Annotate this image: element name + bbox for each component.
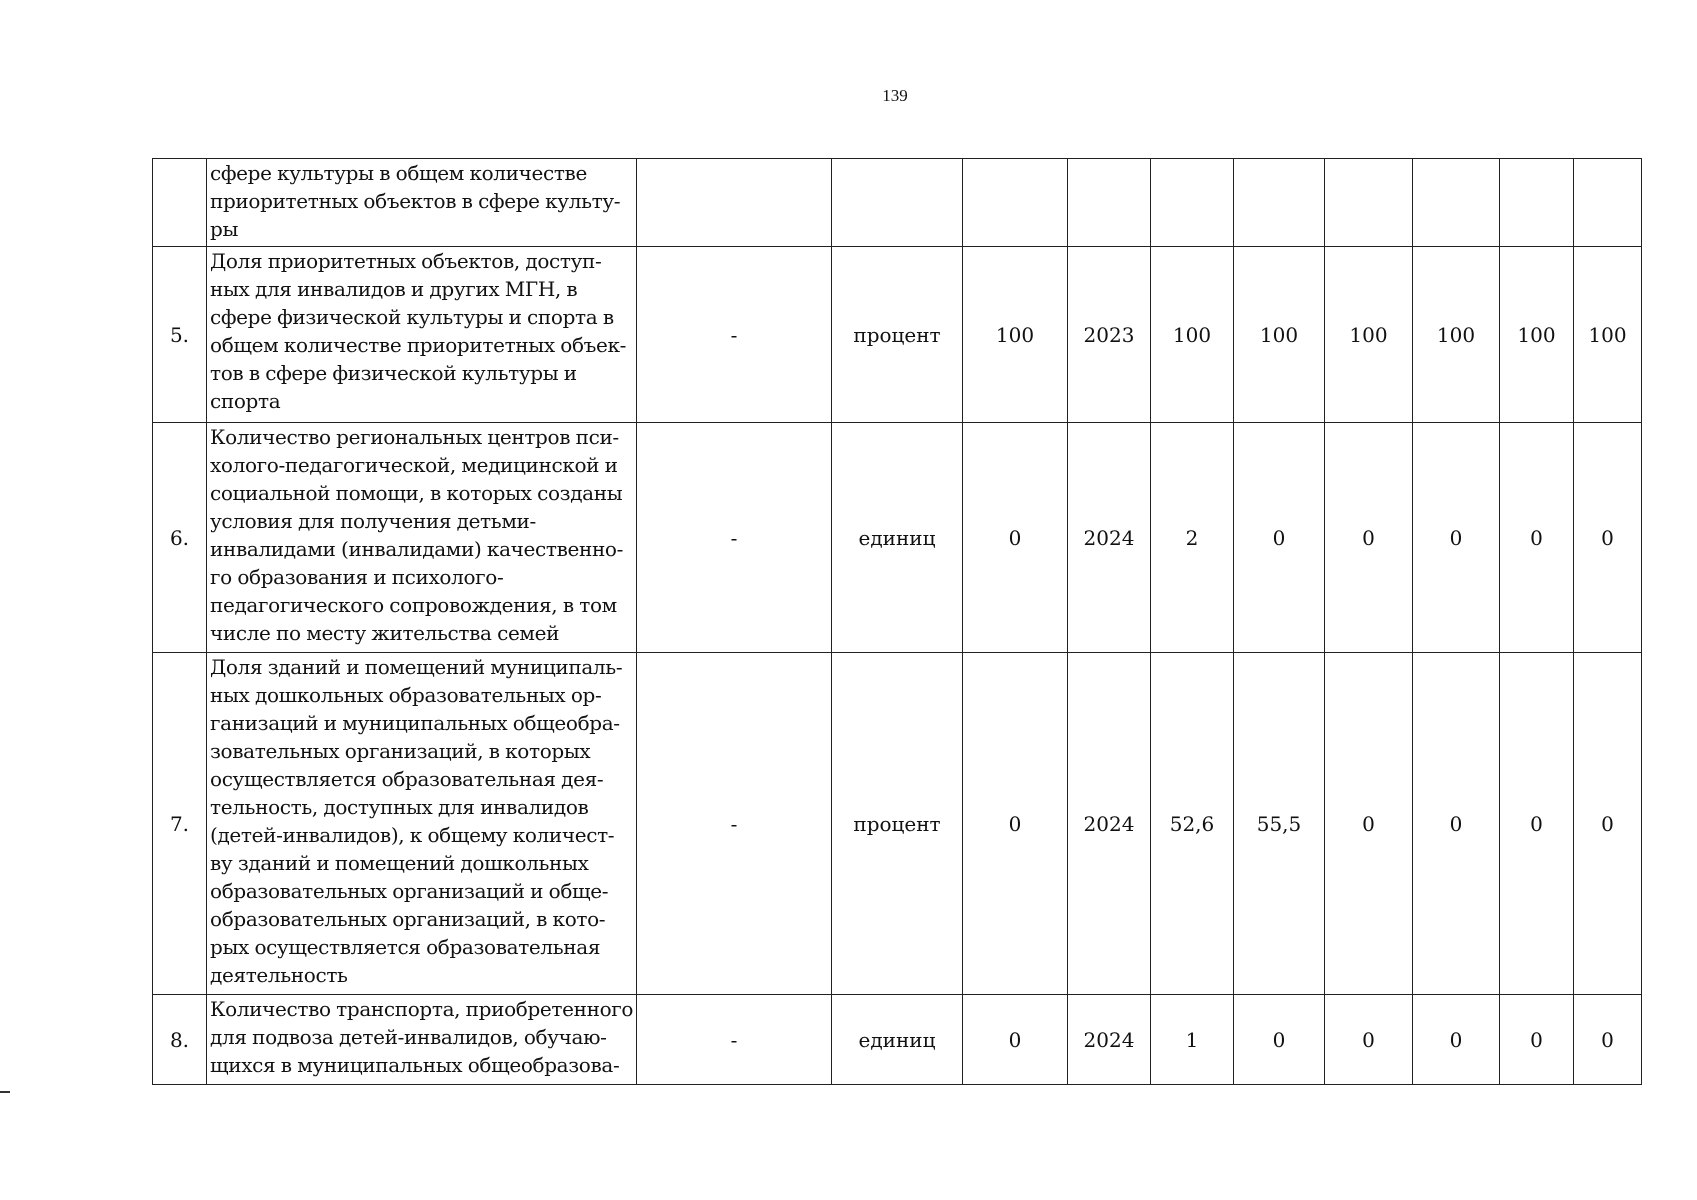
value-cell: 0: [1325, 423, 1413, 653]
base-year-cell: 2023: [1068, 247, 1151, 423]
table-row: [153, 653, 1642, 995]
description-line: Доля зданий и помещений муниципаль-: [210, 655, 623, 679]
value-cell: [1500, 159, 1574, 247]
value-cell: 0: [1500, 423, 1574, 653]
value-cell: 0: [1500, 995, 1574, 1085]
value-cell: 52,6: [1151, 653, 1234, 995]
description-line: для подвоза детей-инвалидов, обучаю-: [210, 1025, 607, 1049]
indicators-table: [152, 158, 1642, 1085]
page-number: 139: [882, 86, 908, 105]
description-line: социальной помощи, в которых созданы: [210, 481, 623, 505]
description-line: Количество региональных центров пси-: [210, 425, 619, 449]
table-body: [153, 159, 1642, 1085]
base-value-cell: [963, 159, 1068, 247]
indicator-description: [207, 653, 637, 995]
indicator-description: [207, 995, 637, 1085]
unit-cell: [832, 159, 963, 247]
description-line: рых осуществляется образовательная: [210, 935, 601, 959]
row-number: [153, 159, 207, 247]
base-year-cell: 2024: [1068, 995, 1151, 1085]
value-cell: [1234, 159, 1325, 247]
description-line: холого-педагогической, медицинской и: [210, 453, 618, 477]
characteristic-cell: -: [637, 247, 832, 423]
description-line: ры: [210, 217, 239, 241]
value-cell: [1325, 159, 1413, 247]
indicator-description: [207, 159, 637, 247]
table-row: [153, 247, 1642, 423]
row-number: 8.: [153, 995, 207, 1085]
description-line: щихся в муниципальных общеобразова-: [210, 1053, 620, 1077]
value-cell: [1574, 159, 1642, 247]
description-line: Количество транспорта, приобретенного: [210, 997, 634, 1021]
description-line: инвалидами (инвалидами) качественно-: [210, 537, 624, 561]
row-number: 5.: [153, 247, 207, 423]
description-line: го образования и психолого-: [210, 565, 504, 589]
value-cell: 0: [1234, 995, 1325, 1085]
characteristic-cell: -: [637, 653, 832, 995]
base-year-cell: 2024: [1068, 653, 1151, 995]
value-cell: 55,5: [1234, 653, 1325, 995]
value-cell: 0: [1574, 653, 1642, 995]
value-cell: 0: [1325, 653, 1413, 995]
row-number: 7.: [153, 653, 207, 995]
description-line: (детей-инвалидов), к общему количест-: [210, 823, 615, 847]
value-cell: 0: [1325, 995, 1413, 1085]
description-line: тов в сфере физической культуры и: [210, 361, 577, 385]
description-line: ву зданий и помещений дошкольных: [210, 851, 589, 875]
value-cell: 100: [1325, 247, 1413, 423]
description-line: осуществляется образовательная дея-: [210, 767, 604, 791]
description-line: деятельность: [210, 963, 348, 987]
characteristic-cell: [637, 159, 832, 247]
base-value-cell: 0: [963, 423, 1068, 653]
base-value-cell: 0: [963, 995, 1068, 1085]
value-cell: 1: [1151, 995, 1234, 1085]
base-year-cell: [1068, 159, 1151, 247]
description-line: тельность, доступных для инвалидов: [210, 795, 589, 819]
value-cell: 0: [1574, 995, 1642, 1085]
description-line: педагогического сопровождения, в том: [210, 593, 617, 617]
indicator-description: [207, 247, 637, 423]
value-cell: 0: [1413, 995, 1500, 1085]
table-row: [153, 423, 1642, 653]
value-cell: [1151, 159, 1234, 247]
value-cell: 100: [1413, 247, 1500, 423]
value-cell: 100: [1500, 247, 1574, 423]
base-value-cell: 100: [963, 247, 1068, 423]
characteristic-cell: -: [637, 995, 832, 1085]
description-line: образовательных организаций, в кото-: [210, 907, 606, 931]
description-line: приоритетных объектов в сфере культу-: [210, 189, 621, 213]
description-line: условия для получения детьми-: [210, 509, 536, 533]
description-line: спорта: [210, 389, 281, 413]
characteristic-cell: -: [637, 423, 832, 653]
unit-cell: процент: [832, 653, 963, 995]
base-value-cell: 0: [963, 653, 1068, 995]
description-line: ганизаций и муниципальных общеобра-: [210, 711, 620, 735]
value-cell: 2: [1151, 423, 1234, 653]
value-cell: [1413, 159, 1500, 247]
description-line: общем количестве приоритетных объек-: [210, 333, 627, 357]
table-row: [153, 159, 1642, 247]
description-line: зовательных организаций, в которых: [210, 739, 591, 763]
description-line: ных дошкольных образовательных ор-: [210, 683, 602, 707]
description-line: сфере культуры в общем количестве: [210, 161, 587, 185]
value-cell: 0: [1574, 423, 1642, 653]
value-cell: 0: [1500, 653, 1574, 995]
value-cell: 100: [1234, 247, 1325, 423]
description-line: образовательных организаций и обще-: [210, 879, 609, 903]
value-cell: 0: [1413, 653, 1500, 995]
unit-cell: единиц: [832, 423, 963, 653]
value-cell: 100: [1151, 247, 1234, 423]
unit-cell: единиц: [832, 995, 963, 1085]
value-cell: 0: [1234, 423, 1325, 653]
table-row: [153, 995, 1642, 1085]
description-line: сфере физической культуры и спорта в: [210, 305, 614, 329]
unit-cell: процент: [832, 247, 963, 423]
indicator-description: [207, 423, 637, 653]
value-cell: 100: [1574, 247, 1642, 423]
margin-mark: [0, 1091, 10, 1093]
description-line: Доля приоритетных объектов, доступ-: [210, 249, 602, 273]
description-line: числе по месту жительства семей: [210, 621, 560, 645]
row-number: 6.: [153, 423, 207, 653]
description-line: ных для инвалидов и других МГН, в: [210, 277, 578, 301]
value-cell: 0: [1413, 423, 1500, 653]
base-year-cell: 2024: [1068, 423, 1151, 653]
